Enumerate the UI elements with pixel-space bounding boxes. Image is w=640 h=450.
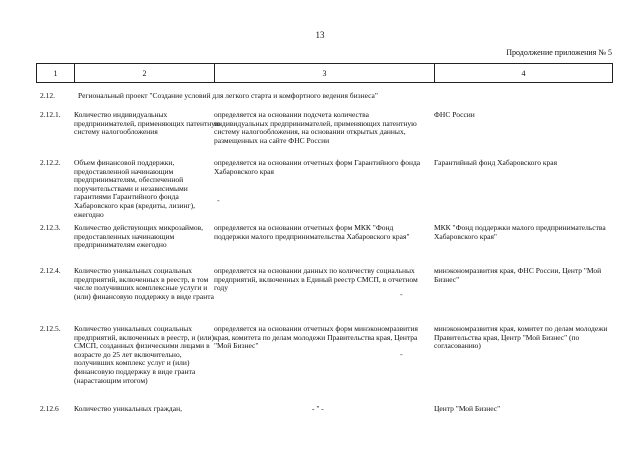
- row-number: 2.12.4.: [40, 266, 61, 275]
- column-header-table: [36, 63, 613, 83]
- continuation-label: Продолжение приложения № 5: [506, 48, 612, 57]
- indicator-cell: Количество уникальных социальных предприятий, включенных в реестр, в том числе получивших комплексные услуги и (или) финансовую поддержку в виде гранта: [74, 266, 214, 301]
- scan-mark: -: [217, 196, 220, 205]
- row-number: 2.12.6: [40, 404, 59, 413]
- section-number: 2.12.: [40, 91, 55, 100]
- scan-mark: -: [400, 290, 403, 299]
- row-number: 2.12.2.: [40, 158, 61, 167]
- indicator-cell: Количество уникальных граждан,: [74, 404, 182, 413]
- method-cell: определяется на основании отчетных форм МКК "Фонд поддержки малого предпринимательства Хабаровского края": [214, 223, 410, 241]
- responsible-cell: Центр "Мой Бизнес": [434, 404, 501, 413]
- method-cell: - " -: [312, 404, 324, 413]
- method-cell: определяется на основании отчетных форм Гарантийного фонда Хабаровского края: [214, 158, 421, 176]
- row-number: 2.12.3.: [40, 223, 61, 232]
- page-number: 13: [315, 30, 325, 40]
- section-heading: [36, 91, 378, 100]
- column-header-3: 3: [215, 64, 435, 83]
- responsible-cell: минэкономразвития края, комитет по делам молодежи Правительства края, Центр "Мой Бизнес" (по согласованию): [434, 324, 608, 351]
- row-number: 2.12.5.: [40, 324, 61, 333]
- method-cell: определяется на основании подсчета количества индивидуальных предпринимателей, применяющих патентную систему налогообложения, на основании открытых данных, размещенных на сайте ФНС России: [214, 110, 417, 145]
- section-title: Региональный проект "Создание условий для легкого старта и комфортного ведения бизнеса": [78, 91, 378, 100]
- indicator-cell: Объем финансовой поддержки, предоставленной начинающим предпринимателям, обеспеченной поручительствами и независимыми гарантиями Гарантийного фонда Хабаровского края (кредиты, лизинг), ежегодно: [74, 158, 196, 219]
- method-cell: определяется на основании данных по количеству социальных предприятий, включенных в Единый реестр СМСП, в отчетном году: [214, 266, 418, 293]
- responsible-cell: ФНС России: [434, 110, 475, 119]
- indicator-cell: Количество уникальных социальных предприятий, включенных в реестр, и (или) СМСП, созданных физическими лицами в возрасте до 25 лет включительно, получивших комплекс услуг и (или) финансовую поддержку в виде гранта (нарастающим итогом): [74, 324, 214, 385]
- responsible-cell: минэкономразвития края, ФНС России, Центр "Мой Бизнес": [434, 266, 602, 284]
- column-header-4: 4: [435, 64, 613, 83]
- scan-mark: -: [400, 350, 403, 359]
- column-header-1: 1: [37, 64, 75, 83]
- responsible-cell: МКК "Фонд поддержки малого предпринимательства Хабаровского края": [434, 223, 606, 241]
- indicator-cell: Количество индивидуальных предпринимателей, применяющих патентную систему налогообложения: [74, 110, 221, 137]
- column-header-2: 2: [75, 64, 215, 83]
- indicator-cell: Количество действующих микрозаймов, предоставленных начинающим предпринимателям ежегодно: [74, 223, 203, 250]
- column-header-row: [37, 64, 613, 83]
- method-cell: определяется на основании отчетных форм минэкономразвития края, комитета по делам молодежи Правительства края, Центра "Мой Бизнес": [214, 324, 418, 351]
- row-number: 2.12.1.: [40, 110, 61, 119]
- responsible-cell: Гарантийный фонд Хабаровского края: [434, 158, 558, 167]
